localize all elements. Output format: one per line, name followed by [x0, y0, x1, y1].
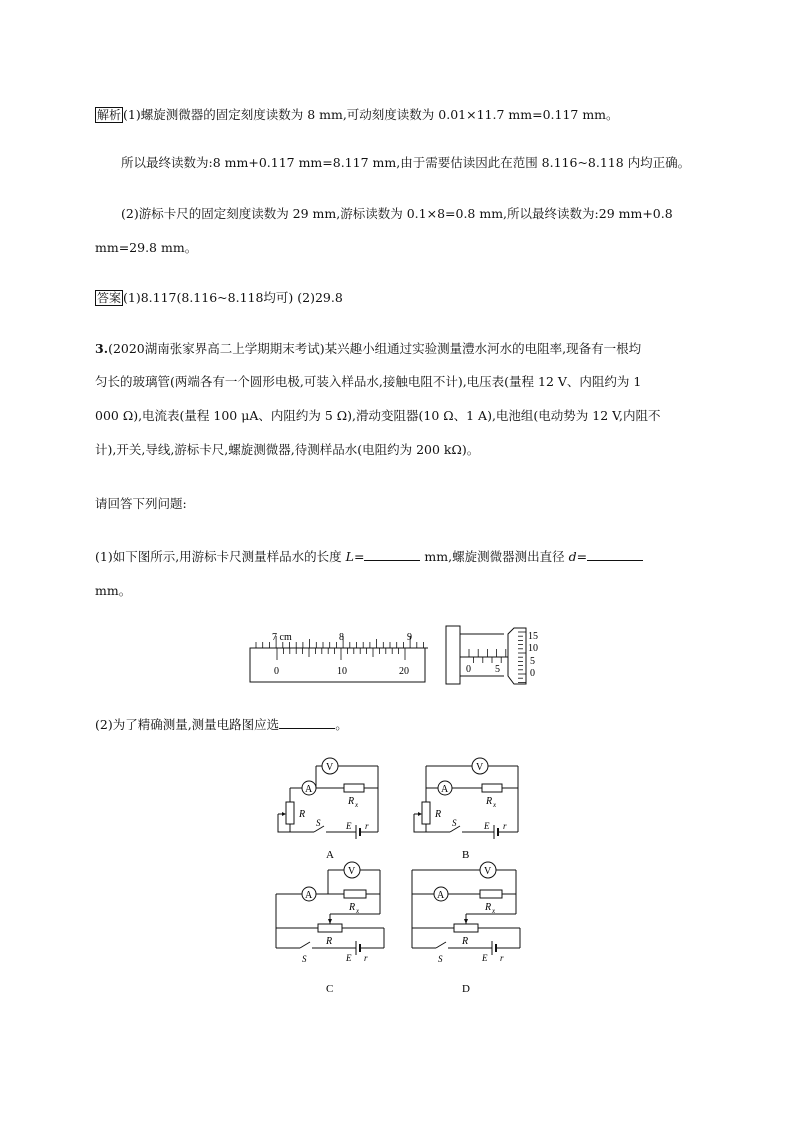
emf-label: E	[482, 953, 488, 963]
circuit-b	[414, 758, 518, 861]
caliper-main-label: 9	[407, 632, 412, 643]
part2-text-b: 。	[335, 717, 348, 732]
rx-label: R	[349, 902, 356, 913]
micrometer-sleeve	[460, 649, 508, 675]
circuit-d	[412, 862, 520, 995]
circuit-answer-blank[interactable]	[279, 716, 335, 729]
answer-text: (1)8.117(8.116~8.118均可) (2)29.8	[123, 290, 343, 305]
emf-label: E	[484, 821, 490, 831]
rx-label: R	[486, 796, 493, 807]
caliper-vernier-label: 10	[337, 666, 347, 677]
caliper-main-label: 7 cm	[272, 632, 292, 643]
micrometer-sleeve-label: 0	[466, 664, 471, 675]
circuit-diagrams	[268, 752, 538, 1002]
rheostat-label: R	[462, 936, 469, 947]
voltmeter-label: V	[484, 866, 492, 877]
circuit-label-a: A	[326, 849, 334, 861]
question3-line-3: 000 Ω),电流表(量程 100 μA、内阻约为 5 Ω),滑动变阻器(10 Ω、1 A),电池组(电动势为 12 V,内阻不	[95, 408, 661, 423]
emf-label: E	[346, 821, 352, 831]
switch-icon	[300, 942, 310, 948]
resistor-rx-icon	[480, 890, 502, 898]
rheostat-label: R	[326, 936, 333, 947]
switch-label: S	[438, 954, 443, 964]
micrometer-thimble-label: 10	[528, 643, 538, 654]
caliper-vernier-scale	[250, 648, 425, 682]
question3-text-1: (2020湖南张家界高二上学期期末考试)某兴趣小组通过实验测量澧水河水的电阻率,现备有一根均	[108, 341, 642, 356]
micrometer-figure	[442, 624, 552, 688]
micrometer-thimble-label: 15	[528, 631, 538, 642]
caliper-vernier-label: 0	[274, 666, 279, 677]
part2-text-a: (2)为了精确测量,测量电路图应选	[95, 717, 280, 732]
part1-text-a: (1)如下图所示,用游标卡尺测量样品水的长度	[95, 549, 346, 564]
diameter-answer-blank[interactable]	[587, 548, 643, 561]
resistor-rx-icon	[344, 784, 364, 792]
rx-subscript: x	[355, 801, 359, 809]
caliper-main-scale	[250, 632, 428, 648]
question-number: 3.	[95, 341, 109, 356]
internal-resistance-label: r	[503, 821, 507, 831]
switch-label: S	[302, 954, 307, 964]
vernier-caliper-figure	[248, 628, 428, 684]
part2-line	[95, 716, 348, 734]
micrometer-thimble	[508, 628, 538, 684]
rheostat-label: R	[299, 809, 306, 820]
resistor-rx-icon	[344, 890, 366, 898]
rheostat-label: R	[435, 809, 442, 820]
analysis-line-2: 所以最终读数为:8 mm+0.117 mm=8.117 mm,由于需要估读因此在范围 8.116~8.118 内均正确。	[121, 155, 691, 170]
circuit-label-d: D	[462, 983, 470, 995]
rheostat-icon	[454, 924, 478, 932]
question3-line-2: 匀长的玻璃管(两端各有一个圆形电极,可装入样品水,接触电阻不计),电压表(量程 12 V、内阻约为 1	[95, 374, 642, 389]
voltmeter-label: V	[476, 762, 484, 773]
switch-label: S	[452, 818, 457, 828]
rx-subscript: x	[492, 907, 496, 915]
question3-line-4: 计),开关,导线,游标卡尺,螺旋测微器,待测样品水(电阻约为 200 kΩ)。	[95, 442, 480, 457]
part1-eq-2: =	[576, 549, 588, 564]
rx-label: R	[348, 796, 355, 807]
part1-eq-1: =	[353, 549, 365, 564]
caliper-main-label: 8	[339, 632, 344, 643]
ammeter-label: A	[305, 890, 313, 901]
question3-prompt: 请回答下列问题:	[95, 496, 187, 511]
part1-var-L: L	[345, 549, 354, 564]
voltmeter-label: V	[348, 866, 356, 877]
rx-label: R	[485, 902, 492, 913]
internal-resistance-label: r	[365, 821, 369, 831]
rheostat-icon	[422, 802, 430, 824]
circuit-label-b: B	[462, 849, 470, 861]
circuit-c	[276, 862, 384, 995]
caliper-vernier-label: 20	[399, 666, 409, 677]
analysis-line-4: mm=29.8 mm。	[95, 240, 198, 255]
answer-line	[95, 289, 343, 307]
internal-resistance-label: r	[500, 953, 504, 963]
part1-var-d: d	[568, 549, 577, 564]
micrometer-thimble-label: 5	[530, 656, 535, 667]
voltmeter-label: V	[326, 762, 334, 773]
resistor-rx-icon	[482, 784, 502, 792]
rheostat-icon	[318, 924, 342, 932]
part1-line	[95, 548, 643, 566]
internal-resistance-label: r	[364, 953, 368, 963]
circuit-a	[278, 758, 378, 861]
analysis-text-1: (1)螺旋测微器的固定刻度读数为 8 mm,可动刻度读数为 0.01×11.7 mm=0.117 mm。	[123, 107, 619, 122]
emf-label: E	[346, 953, 352, 963]
circuit-label-c: C	[326, 983, 334, 995]
switch-label: S	[316, 818, 321, 828]
rx-subscript: x	[356, 907, 360, 915]
question3-line-1	[95, 340, 641, 358]
length-answer-blank[interactable]	[364, 548, 420, 561]
answer-tag: 答案	[97, 291, 122, 305]
ammeter-label: A	[305, 784, 313, 795]
micrometer-frame	[446, 626, 460, 684]
rx-subscript: x	[493, 801, 497, 809]
analysis-line-3: (2)游标卡尺的固定刻度读数为 29 mm,游标读数为 0.1×8=0.8 mm,所以最终读数为:29 mm+0.8	[121, 206, 673, 221]
analysis-line-1	[95, 106, 619, 124]
part1-text-c: mm,螺旋测微器测出直径	[420, 549, 569, 564]
ammeter-label: A	[437, 890, 445, 901]
rheostat-icon	[286, 802, 294, 824]
micrometer-thimble-label: 0	[530, 668, 535, 679]
ammeter-label: A	[441, 784, 449, 795]
switch-icon	[436, 942, 446, 948]
part1-tail: mm。	[95, 583, 132, 598]
analysis-tag: 解析	[97, 108, 122, 122]
micrometer-sleeve-label: 5	[495, 664, 500, 675]
